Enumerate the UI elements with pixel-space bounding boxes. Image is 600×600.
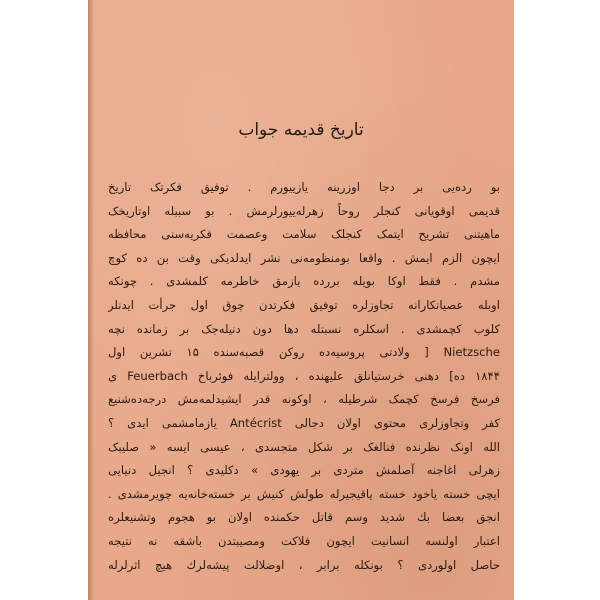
text-line: Nietzsche [ ولادتی پروسیه‌ده روکن قصبه‌سنده ۱۵ تشرین اول [108,345,500,360]
text-line: زهرلی اغاجنه آصلمش متردی بر یهودی » دکلیدی ؟ انجیل دنیایی [108,463,500,478]
text-line: الله اونک نظرنده فنالغک بر شکل متجسدی ، عیسی ایسه « صلیبک [108,439,500,454]
text-line: کفر وتجاوزلری محتوی اولان دجالی Antécrist یازمامشمی ایدی ؟ [108,415,500,430]
page-edge-shadow [88,0,94,600]
text-line: اوبله عصیانکارانه تجاوزلره توفیق فکرتدن چوق اول جرأت ایدنلر [108,297,500,312]
text-line: کلوب کچمشدی . اسکلره نسبتله دها دون دنیله‌جک بر زمانده نچه [108,321,500,336]
text-line: حاصل اولوردی ؟ بونکله برابر ، اوضلالت پیشه‌لرك هیچ اثرلرله [108,557,500,572]
text-line: ماهیتنی تشریح ایتمک کنجلک سلامت وعصمت فکریه‌سنی محافظه [108,227,500,242]
page-title: تاریخ قدیمه جواب [238,120,364,140]
text-line: قدیمی اوقویانی کنجلر روحاً زهرله‌ییورلرمش . بو سببله اوتاریخک [108,203,500,218]
text-line: ایچون الزم ایمش . واقعا بومنظومه‌نی نشر ایدلدیکی وقت بن ده‌ کوچ [108,250,500,265]
text-line: انجق بعضا بك شدید وسم قاتل حکمنده اولان بو هجوم وتشنیعلره [108,510,500,525]
text-line: مشدم . فقط اوکا بویله بررده یازمق خاطرمه کلمشدی . چونکه [108,274,500,289]
body-text [108,176,500,577]
text-line: فرسخ فرسخ کچمک شرطیله ، اوکونه قدر ایشیدلمه‌مش درجه‌ده‌شنیع [108,392,500,407]
text-line: ایچی خسته‌ یاخود خسته‌ یاقیجیرله طولش کنیش بر خسته‌خانه‌یه چویرمشدی . [108,486,500,501]
text-line: ۱۸۴۴ ده] دهنی خرستیانلق علیهنده ، وولترایله فوئرباخ Feuerbach ی [108,368,500,383]
text-line: اعتبار اولنسه انسانیت ایچون فلاکت ومصیبتدن باشقه نه نتیجه [108,533,500,548]
text-line: بو رده‌یی بر دجا اوزرینه یازییورم . توفیق فکرتک تاریخ [108,180,500,194]
